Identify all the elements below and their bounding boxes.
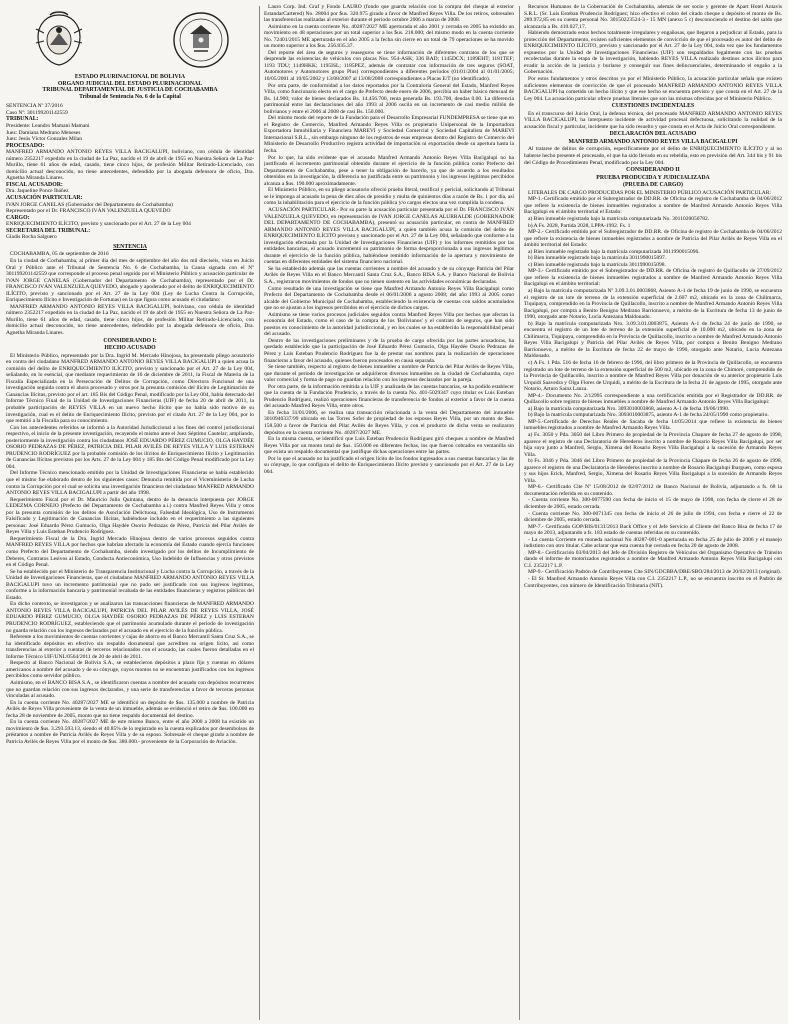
section-heading: DECLARACIÓN DEL ACUSADO (609, 131, 697, 138)
secretaria-text: Gladis Rocha Salguero (6, 234, 57, 241)
paragraph: El Ministerio Público, representado por la Dra. Ingrid M. Mercado Hinojosa, ha presentado pliego acusatorio en contra del ciudadano MANFRED ARMANDO ANTONIO REYES VILLA BACIGALUPI a quien acusa la comisión del delito de ENRIQUECIMIENTO ILÍCITO, previsto y sancionado por el Art. 27 de la Ley 004, señalando, en lo esencial, que mediante requerimiento de 16 de diciembre de 2011, la Fiscal de Materia de la Fiscalía Especializada en la Persecución de Delitos de Corrupción, como Directora Funcional de una investigación seguida contra el ahora procesado y otros por la presunta comisión del ilícito de Legitimación de Ganancias Ilícitas, previsto por el art. 185 Bis del Código Penal, modificado por la Ley 004, había detectado del Informe Técnico Final de la Unidad de Investigaciones Financieras (UIF) de fecha 20 de abril de 2011, la probable participación de REYES VILLA en un nuevo hecho ilícito que no había sido motivo de su investigación, cual es el delito de Enriquecimiento Ilícito, previsto por el citado Art. 27 de la Ley 004, por lo que remitió a la Fiscalía para su conocimiento. (6, 352, 254, 425)
section-heading: CONSIDERANDO II (626, 167, 680, 174)
paragraph: a) Bajo la matrícula computarizada Nro. 3093010003868, asiento A-1 de fecha 19/06/1990. (528, 405, 730, 412)
paragraph: MP-9.- Certificación Padrón de Contribuyentes Cite SIN/GDCBBA/DRE/SBO/284/2013 de 20/02/2013 (original). (528, 569, 782, 576)
paragraph: Asimismo, en el BANCO BISA S.A., se identificaron cuentas a nombre del acusado con depósitos recurrentes que no guardan relación con sus ingresos declarados, y una serie de transferencias a favor de terceras personas vinculadas al acusado. (6, 679, 254, 700)
paragraph: b) Bien inmueble registrado bajo la matrícula 3011990015097. (528, 255, 667, 262)
body-text (524, 146, 782, 166)
body-text (264, 4, 514, 475)
paragraph: - El Sr. Manfred Armando Antonio Reyes Villa con C.I. 2352217 L.P., no se encuentra inscrito en el Padrón de Contribuyentes, con número de Identificación Tributaria (NIT). (524, 576, 782, 589)
paragraph: Recursos Humanos de la Gobernación de Cochabamba, además de ser socio y gerente de Apart Hotel Antavis S.R.L. (Sr. Luis Esteban Prudencio Rodríguez; hizo efectivo el cobro del citado cheque o depósito el monto de Bs. 289.972,85 en su cuenta personal No. 30150223524-3 - 15 MN (anexo 5 c) desconociendo el destino del saldo que alcanzaría a Bs. 410.027,17. (524, 4, 782, 30)
paragraph: a) Bajo la matrícula computarizada Nº 3.09.3.01.0003868, Asiento A-1 de fecha 19 de junio de 1990, se encuentra el registro de un lote de terreno de la extensión superficial de 2.607 m2, ubicado en la zona de Chilimarca, Tiquipaya, comprendido en la Provincia de Quillacollo, inscrito a nombre de Manfred Armando Antonio Reyes Villa Bacigalupi, por compra a Benito Benigno Medrano Barrionuevo, a mérito de la Escritura de fecha 13 de junio de 1990, otorgado ante Notario, Lucia Antezana Maldonado. (524, 287, 782, 321)
sentencia-number: SENTENCIA Nº 37/2016 (6, 103, 63, 110)
accused-name-heading: MANFRED ARMANDO ANTONIO REYES VILLA BACIGALUPI (568, 138, 738, 145)
paragraph: - Cuenta corriente No. 300-0071345 con fecha de inicio el 26 de julio de 1994, con fecha e cierre el 22 de diciembre de 2005, estado cerrada. (524, 510, 782, 524)
seal-row (6, 4, 254, 74)
body-text (6, 251, 254, 336)
paragraph: Habiendo demostrado estos hechos totalmente irregulares y engañosas, que llegaron a perjudicar al Estado, para la protección del Departamento, existen suficientes elementos de convicción de que el procesado es autor del delito de ENRIQUECIMIENTO ILÍCITO, previsto y sancionado por el Art. 27 de la Ley 004, toda vez que los fundamentos expuestos por la Unidad de Investigaciones Financieras (UIF) son respaldados legalmente con las pruebas recolectadas durante la etapa de la investigación, habiendo REYES VILLA realizado destinos actos ilícitos para evadir la acción de la justicia y burlarse y conseguir sus fines delincuenciales, determinando el engaño a la Gobernación. (524, 30, 782, 76)
case-details (6, 103, 254, 240)
paragraph: Requerimiento Fiscal de la Dra. Ingrid Mercado Hinojosa dentro de varios procesos seguidos contra MANFRED REYES VILLA por hechos que habrían afectado la economía del Estado cuando ejercía funciones como Prefecto del Departamento de Cochabamba, siendo investigado por los delitos de Incumplimiento de Deberes, Contratos Lesivos al Estado, Conducta Antieconómica, Uso Indebido de Influencias y otros previstos en el Código Penal. (6, 535, 254, 569)
column-2 (264, 4, 514, 1020)
paragraph: a) Bien inmueble registrado bajo la matrícula computarizada No. 3011020050782. (528, 215, 710, 222)
paragraph: b) A Fs. 2028, Partida 2028, LPPA-1992. Fs. 1 (528, 222, 631, 229)
section-subheading: PRUEBA PRODUCIDA Y JUDICIALIZADA (596, 174, 710, 181)
column-divider (519, 6, 520, 1020)
paragraph: b) Bajo la matrícula computarizada Nro. 3.09.3.01.0003875, Asiento A-1 de fecha 24 de junio de 1990, se encuentra el registro de un lote de terreno de la extensión superficial de 10.000 m2, ubicado en la zona de Chilimarca, Tiquipaya, comprendido en la Provincia de Quillacollo, inscrito a nombre de Manfred Armando Antonio Reyes Villa Bacigalupi y Patricia del Pilar Avilés de Reyes Villa, por compra a Benito Benigno Medrano Barrionuevo, a mérito de la Escritura de fecha 22 de mayo de 1990, otorgado ante Notario, Lucia Antezana Maldonado. (524, 320, 782, 360)
paragraph: b) Fs. 3046 y Pda. 3046 del Libro Primero de propiedad de la Provincia Chapare de fecha 26 de agosto de 1998, aparece el registro de una Declaratoria de Herederos inscrito a nombre de Rosario Bacigalupi Ibarguen, como esposa y sus hijos Erick, Manfred, Sergio, Ximena del Rosario Reyes Villa Bacigalupi a la sucesión de Armando Reyes Villa. (524, 458, 782, 484)
cargo-label: CARGO: (6, 214, 30, 221)
procesado-text: MANFRED ARMANDO ANTONIO REYES VILLA BACIGALUPI, boliviano, con cédula de identidad número 2352217 expedido en la ciudad de La Paz, nacido el 19 de abril de 1955 en Nuestra Señora de La Paz-Murillo, tiene 61 años de edad, casado, tiene cinco hijos, de profesión Militar Retirado-Licenciado, con domicilio actual desconocido, no tiene antecedentes, defendido por la abogada defensora de oficio, Dra. Agnetha Miranda Linares. (6, 149, 254, 182)
paragraph: En fecha 31/01/2006, se realiza una transacción relacionada a la venta del Departamento del inmueble 3010940337/99 ubicado en las Torres Sofer de propiedad de los esposos Reyes Villa, por un monto de $us. 158.500 a favor de Patricia del Pilar Avilés de Reyes Villa, y con el producto de dicha venta se realizaron depósitos en la cuenta corriente No. 40287/2027 ME. (264, 409, 514, 436)
paragraph: En la ciudad de Cochabamba, al primer día del mes de septiembre del año dos mil dieciséis, vista en Juicio Oral y Público ante el Tribunal de Sentencia No. 6 de Cochabamba, la Causa signada con el Nº 301199201142559 que corresponde al proceso penal seguido por el Ministerio Público y acusación particular de IVAN JORGE CANELAS (Gobernador del Departamento de Cochabamba), representado por el Dr. FRANCISCO IVÁN VALENZUELA QUEVEDO, abogado y apoderado por el delito de ENRIQUECIMIENTO ILÍCITO, previsto y sancionado por el Art. 27 de la Ley 004 (Ley de Lucha Contra la Corrupción, Enriquecimiento Ilícito e Investigación de Fortunas) en la que figura como acusado el ciudadano: (6, 257, 254, 304)
section-subheading: (PRUEBA DE CARGO) (623, 182, 683, 189)
tribunal-member: Juez: Jesús Víctor Gonzales Milan (6, 136, 82, 143)
header-line: ESTADO PLURINACIONAL DE BOLIVIA (74, 74, 186, 80)
secretaria-label: SECRETARIA DEL TRIBUNAL: (6, 227, 91, 234)
paragraph: b) Bajo la matrícula computarizada Nro. 3093010003875, asiento A-1 de fecha 24/05/1990 como propietario. (528, 412, 769, 419)
paragraph: MP-8.- Certificación 03/04/2013 del Jefe de División Registro de Vehículos del Organismo Operativo de Tránsito dando el informe de motorizados registrados a nombre de Manfred Armando Antonio Reyes Villa Bacigalupi con C.I. 2352217 L.P. (524, 549, 782, 569)
case-number: Caso Nº: 301199201142559 (6, 109, 68, 116)
paragraph: a) Bien inmueble registrado bajo la matrícula computarizada 3011990015096. (528, 248, 700, 255)
paragraph: En la cuenta corriente No. 40287/2027 ME de este mismo Banco, entre el año 2000 a 2008 ha existido un movimiento de $us. 3.293.593.13, siendo el 40.85% de lo registrado en la cuenta explicados por desembolsos de préstamos a nombre de Patricia Avilés de Reyes Villa y de su esposo. Sobresale el cheque girado a nombre de Patricia Avilés de Reyes Villa por el monto de $us. 380.000.- proveniente de la Corporación de Aviación. (6, 719, 254, 745)
paragraph: c) Bien inmueble registrado bajo la matrícula 3011990015098. (528, 261, 666, 268)
paragraph: En dicho contexto, se investigaron y se analizaron las transacciones financieras de MANFRED ARMANDO ANTONIO REYES VILLA BACIGALUPI, PATRICIA DEL PILAR AVILÉS DE REYES VILLA, JOSÉ EDUARDO PÉREZ GUMUCIO, OLGA HAYDÉE OSORIO PEDRAZAS DE PÉREZ y LUIS ESTEBAN PRUDENCIO RODRÍGUEZ, estableciendo que el patrimonio acumulado durante el período de investigación no guarda relación con los ingresos declarados por el acusado en el ejercicio de la función pública. (6, 601, 254, 634)
fiscal-label: FISCAL ACUSADOR: (6, 181, 63, 188)
judicial-seal-icon (170, 9, 232, 71)
paragraph: COCHABAMBA, 05 de septiembre de 2016 (10, 251, 109, 258)
paragraph: Del mismo modo del reporte de la Fundación para el Desarrollo Empresarial FUNDEMPRESA se tiene que en el Registro de Comercio, Manfred Armando Reyes Villa es propietario Unipersonal de la Importadora Exportadora Inmobiliaria y Financiera MAREVI y Sociedad Comercial y Sociedad Capitalista de MAREVI Internacional S.R.L., sin embargo ninguno de los registros de esas empresas dentro del Registro de Comercio del Ministerio de Desarrollo Productivo registra actividad de importación ni exportación desde su apertura hasta la fecha. (264, 115, 514, 155)
paragraph: En el transcurso del Juicio Oral, la defensa técnica, del procesado MANFRED ARMANDO ANTONIO REYES VILLA BACIGALUPI, ha interpuesto incidente de actividad procesal defectuosa, solicitando la nulidad de la acusación fiscal y particular, incidente que ha sido resuelto y que consta en el Acta de Juicio Oral correspondiente. (524, 110, 782, 130)
paragraph: - Cuenta corriente No. 300-0077590 con fecha de inicio el 15 de mayo de 1998, con fecha de cierre el 28 de diciembre de 2005, estado cerrada. (524, 497, 782, 511)
body-text (524, 4, 782, 102)
paragraph: Lauro Corp. Ind. Graf y Fondo LAURO (fondo que guarda relación con la compra del cheque al exterior EstandarCartered) No. 28004 por $us. 320.975 girado a favor de Manfred Reyes Villa. De los retiros, sobresalen las transferencias realizadas al exterior durante el periodo octubre 2006 a marzo de 2008. (264, 4, 514, 24)
paragraph: Dentro de las investigaciones preliminares y de la prueba de cargo ofrecida por las partes acusadoras, ha quedado establecido que la participación de José Eduardo Pérez Gumucio, Olga Haydée Osorio Pedrazas de Pérez y Luis Esteban Prudencio Rodríguez fue la de prestar sus nombres para la realización de operaciones financieras a favor del acusado, quienes fueron procesados en causa separada. (264, 337, 514, 364)
header-line: Tribunal de Sentencia No. 6 de la Capital (79, 93, 181, 100)
paragraph: Requerimiento Fiscal por el Dr. Mauricio Julio Quintana, dentro de la denuncia interpuesta por JORGE LEDEZMA CORNEJO (Prefecto del Departamento de Cochabamba a.i.) contra Manfred Reyes Villa y otros por la presunta comisión de los delitos de Asociación Delictuosa, Falsedad Ideológica, Uso de Instrumento Falsificado y Legitimación de Ganancias Ilícitas, habiéndose incluido en el requerimiento a las siguientes personas: José Eduardo Pérez Gumucio, Olga Haydée Osorio Pedrazas de Pérez, Patricia del Pilar Avilés de Reyes Villa y Luis Esteban Prudencio Rodríguez. (6, 496, 254, 536)
paragraph: Por lo que el acusado no ha justificado el origen lícito de los fondos ingresados a sus cuentas bancarias y las de su cónyuge, lo que configura el delito de Enriquecimiento Ilícito previsto y sancionado por el Art. 27 de la Ley 004. (264, 455, 514, 475)
body-text (524, 111, 782, 131)
header-line: TRIBUNAL DEPARTAMENTAL DE JUSTICIA DE COCHABAMBA (42, 87, 218, 94)
paragraph: Del reporte del área de seguros y reaseguros se tiene información de diferentes contratos de los que se desprende las existencias de vehículos con placas Nos. 954-ASK; 336 BAD; 1145DCX; 1189EHT; 1181TEF; 1193 TDU; 1149HKK; 1195ISL; 1185PEZ, además de contratar con información de tres seguros (SOAT, Automotores y Automotores grupo Plus) correspondientes a diferentes períodos (01/01/2004 al 01/01/2005; 10/05/2001 al 10/05/2002 y 13/08/2007 al 13/08/2008 correspondientes a Placas E/T (no identificado). (264, 49, 514, 83)
tribunal-label: TRIBUNAL: (6, 116, 39, 123)
paragraph: En la cuenta corriente No. 40287/2027 ME se identificó un depósito de $us. 135.000 a nombre de Patricia Avilés de Reyes Villa proveniente de la venta de un inmueble, además se evidenció el retiro de $us. 100.000 en fecha 28 de noviembre de 2005, monto que no tiene respaldo documental del destino. (6, 699, 254, 719)
paragraph: Se ha establecido por el Ministerio de Transparencia Institucional y Lucha contra la Corrupción, a través de la Unidad de Investigaciones Financieras, que el ciudadano MANFRED ARMANDO ANTONIO REYES VILLA BACIGALUPI tuvo un incremento patrimonial que no pudo ser justificado con sus ingresos legítimos, conforme a la información bancaria y patrimonial recabada de las entidades financieras y registros públicos del Estado. (6, 568, 254, 601)
cargo-text: ENRIQUECIMIENTO ILÍCITO, previsto y sancionado por el Art. 27 de la Ley 004 (6, 221, 191, 228)
paragraph: MP-3.- Certificado emitido por el Subregistrador de DD.RR. de Oficina de registro de Quillacollo de 27/09/2012 que refiere la existencia de bienes inmuebles registrados a nombre de Manfred Armando Antonio Reyes Villa Bacigalupi en el ámbito territorial: (524, 268, 782, 288)
paragraph: Se ha establecido además que las cuentas corrientes a nombre del acusado y de su cónyuge Patricia del Pilar Avilés de Reyes Villa en el Banco Mercantil Santa Cruz S.A., Banco BISA S.A. y Banco Nacional de Bolivia S.A., registraron movimientos de fondos que no tienen sustento en las actividades económicas declaradas. (264, 265, 514, 285)
column-divider (259, 6, 260, 1020)
header-line: ORGANO JUDICIAL DEL ESTADO PLURINACIONAL (57, 80, 203, 87)
column-3 (524, 4, 782, 1020)
paragraph: c) A Fs. 1 Pda. 516 de fecha 16 de febrero de 1996, del libro primero de la Provincia de Quillacollo, se encuentra registrado un lote de terreno de la extensión superficial de 500 m2, ubicado en la zona de Chimoré, comprendido de la Provincia de Quillacollo, inscrito a nombre de Manfred Reyes Villa por donación de su anterior propietario Luis Urquidi Saavedra y Olga Flores de Urquidi, a mérito de la Escritura de la fecha 21 de agosto de 1995, otorgado ante Notario, Arturo Sainz Lanza. (524, 359, 782, 393)
acusacion-text: IVAN JORGE CANELAS (Gobernador del Departamento de Cochabamba) (6, 201, 173, 208)
body-text (524, 190, 782, 589)
paragraph: Por otra parte, de la información remitida a la UIF y analizada de las cuentas bancarias, se ha podido establecer que la cuenta de la Fundación Prudencio, a través de la cuenta No. 401-5029347 cuyo titular es Luis Esteban Prudencio Rodríguez, realizó operaciones financieras de transferencia de fondos al exterior a favor de la cuenta del acusado Manfred Reyes Villa, entre otros. (264, 383, 514, 410)
paragraph: Por estos fundamentos y otros descritos ya por el Ministerio Público, la acusación particular señala que existen suficientes elementos de convicción de que el procesado MANFRED ARMANDO ANTONIO REYES VILLA BACIGALUPI ha cometido un hecho ilícito y que ese hecho se encuentra previsto y que consta en el Art. 27 de la Ley 004. La acusación particular ofrece pruebas literales que son las mismas ofrecidas por el Ministerio Público. (524, 76, 782, 102)
paragraph: MP-7.- Certificado GOP/BIS/0131/2013 Back Office y el Jefe Servicio al Cliente del Banco Bisa de fecha 17 de mayo de 2013, adjuntando a fs. 183 estado de cuentas referidas en su contenido. (524, 523, 782, 537)
paragraph: a) Fs. 3050 y Pda. 3050 del Libro Primero de propiedad de la Provincia Chapare de fecha 27 de agosto de 1998, aparece el registro de una Declaratoria de Herederos inscrito a nombre de Rosario Reyes Villa Bacigalupi, por ser hija suya junto a Manfred, Sergio, Ximena del Rosario Reyes Villa Bacigalupi a la sucesión de Armando Reyes Villa. (524, 432, 782, 458)
procesado-label: PROCESADO: (6, 142, 45, 149)
paragraph: Respecto al Banco Nacional de Bolivia S.A., se establecieron depósitos a plazo fijo y cuentas en dólares americanos a nombre del acusado y de su cónyuge, cuyos montos no se encuentran justificados con los ingresos percibidos como servidor público. (6, 660, 254, 680)
paragraph: MP-6.- Certificado Cite Nº 15/08/2012 de 02/07/2012 de Banco Nacional de Bolivia, adjuntando a fs. 68 la documentación referida en su contenido. (524, 484, 782, 497)
section-heading: CONSIDERANDO I: (103, 337, 157, 344)
paragraph: MP-4.- Documento No. 2/12995 correspondiente a una certificación emitida por el Registrador de DD.RR. de Quillacollo sobre registro de bienes inmuebles a nombre de Manfred Armando Antonio Reyes Villa Bacigalupi: (524, 392, 782, 406)
fiscal-text: Dra. Jaqueline Ponce Ibáñez (6, 188, 69, 195)
paragraph: Al tratarse de delitos de corrupción, específicamente por el delito de ENRIQUECIMIENTO ILÍCITO y al no haberse hecho presente el procesado, el que ha sido llevado en su rebeldía, esto en previsión del Art. 344 bis y 91 bis del Código de Procedimiento Penal, modificado por la Ley 004. (524, 146, 782, 166)
paragraph: En la misma cuenta, se identificó que Luis Esteban Prudencio Rodríguez giró cheques a nombre de Manfred Reyes Villa por un monto total de $us. 150.000 en diferentes fechas, los que fueron cobrados en ventanilla sin que exista un respaldo documental que justifique dichas operaciones entre las partes. (264, 436, 514, 456)
bolivia-coat-of-arms-icon (28, 9, 90, 71)
paragraph: Se tiene también, respecto al registro de bienes inmuebles a nombre de Patricia del Pilar Avilés de Reyes Villa, que durante el periodo de investigación se adquirieron diversos inmuebles en la ciudad de Cochabamba, cuyo valor comercial y forma de pago no guardan relación con los ingresos declarados por la pareja. (264, 364, 514, 384)
paragraph: Del Informe Técnico mencionado emitido por la Unidad de Investigaciones Financieras se había establecido que el mismo fue elaborado dentro de los siguientes casos: Denuncia remitida por el Viceministerio de Lucha contra la Corrupción por el cual se solicita una investigación financiera del ciudadano MANFRED ARMANDO ANTONIO REYES VILLA BACIGALUPI a partir del año 1998. (6, 470, 254, 497)
paragraph: MANFRED ARMANDO ANTONIO REYES VILLA BACIGALUPI, boliviano, con cédula de identidad número 2352217 expedido en la ciudad de La Paz, nacido el 19 de abril de 1955 en Nuestra Señora de La Paz-Murillo, tiene 61 años de edad, casado, tiene cinco hijos, de profesión Militar Retirado-Licenciado, con domicilio actual desconocido, no tiene antecedentes, defendido por la abogada defensora de oficio, Dra. Agnetha Miranda Linares. (6, 303, 254, 336)
paragraph: Por otra parte, de conformidad a los datos reportados por la Contraloría General del Estado, Manfred Reyes Villa, como funcionario electo en el cargo de Prefecto desde enero de 2006, percibía un haber básico mensual de Bs. 14.900; valor de bienes declarados Bs. 14.456.700, renta generada Bs. 193.700, deudas 0.00. La diferencia patrimonial entre las declaraciones del año 1993 al 2006 oscila en un incremento de casi medio millón de bolivianos y entre el 2006 al 2008 de casi Bs. 150.000. (264, 82, 514, 115)
paragraph: Asimismo se tiene varios procesos judiciales seguidos contra Manfred Reyes Villa por hechos que afectan la economía del Estado, como el caso de la compra de los 'Bolivianos' y el contrato de seguros, que han sido puestos en conocimiento de la autoridad jurisdiccional, y en los cuales se ha establecido la responsabilidad penal del acusado. (264, 311, 514, 338)
paragraph: - La cuenta Corriente en moneda nacional No 40287-001-0 aperturada en fecha 25 de julio de 2006 y el manejo indistinto con otro titular. Cabe aclarar que esta cuenta fue cerrada en fecha 20 de agosto de 2008. (524, 536, 782, 550)
section-subheading: HECHO ACUSADO (104, 345, 156, 352)
paragraph: MP-2.- Certificado emitido por el Subregistrador de DD.RR. de Oficina de registro de Cochabamba de 04/06/2012 que refiere la existencia de bienes inmuebles registrados a nombre de Patricia del Pilar Avilés de Reyes Villa en el ámbito territorial del Estado: (524, 229, 782, 249)
acusacion-label: ACUSACIÓN PARTICULAR: (6, 195, 83, 202)
paragraph: LITERALES DE CARGO PRODUCIDAS POR EL MINISTERIO PÚBLICO ACUSACIÓN PARTICULAR: (528, 189, 771, 196)
paragraph: MP-5.-Certificado de Derechos Reales de Sacaba de fecha 14/05/2014 que refiere la existencia de bienes inmuebles registrados a nombre de Manfred Armando Reyes Villa. (524, 418, 782, 432)
tribunal-member: Juez: Damiana Medrano Meneses (6, 129, 81, 136)
paragraph: Referente a los movimientos de cuentas corrientes y cajas de ahorro en el Banco Mercantil Santa Cruz S.A., se ha identificado depósitos en efectivo sin respaldo documental que acrediten su origen lícito, así como transferencias al exterior a cuentas de terceros relacionados con el acusado, las cuales fueron detalladas en el Informe Técnico UIF/UNL/0564/2011 de 20 de abril de 2011. (6, 634, 254, 660)
paragraph: MP-1.-Certificado emitido por el Subregistrador de DD.RR. de Oficina de registro de Cochabamba de 04/06/2012 que refiere la existencia de bienes inmuebles registrados a nombre de Manfred Armando Antonio Reyes Villa Bacigalupi en el ámbito territorial el Estado: (524, 196, 782, 216)
tribunal-member: Presidente: Leandro Mamani Mamani (6, 123, 90, 130)
acusacion-text: Representado por el Dr. FRANCISCO IVÁN VALENZUELA QUEVEDO (6, 208, 171, 215)
body-text (6, 353, 254, 746)
paragraph: ACUSACIÓN PARTICULAR.- Por su parte la acusación particular presentada por el Dr. FRANCISCO IVÁN VALENZUELA QUEVEDO, en representación de IVAN JORGE CANELAS ALURRALDE (GOBERNADOR DEL DEPARTAMENTO DE COCHABAMBA), presentó su acusación particular, en contra de MANFRED ARMANDO ANTONIO REYES VILLA BACIGALUPI, a quien también acusa la comisión del delito de ENRIQUECIMIENTO ILÍCITO previsto y sancionado por el Art. 27 de la Ley 004, señalando que conforme a la investigación efectuada por la Unidad de Investigaciones Financieras (UIF) y los informes remitidos por las entidades bancarias, el acusado incrementó su patrimonio de forma desproporcionada a sus ingresos legítimos durante el ejercicio de la función pública, habiéndose remitido información de la apertura y movimiento de cuentas en diferentes entidades del sistema financiero nacional. (264, 206, 514, 266)
paragraph: Con los antecedentes referidos se informó a la Autoridad Jurisdiccional a los fines del control jurisdiccional respectivo, el inicio de la presente investigación, recayendo el mismo ante el Juez Séptimo Cautelar; ampliando, posteriormente la investigación contra los ciudadanos JOSÉ EDUARDO PÉREZ GUMUCIO, OLGA HAYDÉE OSORIO PEDRAZAS DE PÉREZ, PATRICIA DEL PILAR AVILÉS DE REYES VILLA Y LUIS ESTEBAN PRUDENCIO RODRÍGUEZ por la probable comisión de los ilícitos de Enriquecimiento Ilícito y Legitimación de Ganancias Ilícitas previstos por los Arts. 27 de la Ley 004 y 185 Bis del Código Penal modificado por la Ley 004. (6, 424, 254, 470)
document-header (6, 74, 254, 100)
paragraph: El Ministerio Público, en su pliego acusatorio ofreció prueba literal, testifical y pericial, solicitando al Tribunal se le imponga al acusado la pena de diez años de presidio y multa de quinientos días a razón de Bs. 1 por día, así como la inhabilitación para el ejercicio de la función pública y/o cargos electos una vez cumplida la condena. (264, 187, 514, 207)
paragraph: Como resultado de una investigación se tiene que Manfred Armando Antonio Reyes Villa Bacigalupi como Prefecto del Departamento de Cochabamba desde el 06/01/2006 a agosto 2008; del año 1993 al 2005 como alcalde del Gobierno Municipal de Cochabamba, estableciendo la existencia de cuentas con saldos acumulados que no se ajustan a los ingresos percibidos en el ejercicio de dichos cargos. (264, 285, 514, 312)
section-heading: CUESTIONES INCIDENTALES (611, 103, 695, 110)
paragraph: Por lo que, ha sido evidente que el acusado Manfred Armando Antonio Reyes Villa Bacigalupi no ha justificado el incremento patrimonial obtenido durante el ejercicio de la función pública como Prefecto del Departamento de Cochabamba, pese a tener la obligación de hacerlo, ya que de acuerdo a los resultados obtenidos en la investigación, la diferencia no justificada entre su patrimonio y los ingresos legítimos percibidos alcanza a $us. 190.000 aproximadamente. (264, 154, 514, 187)
column-1 (6, 4, 254, 1020)
paragraph: Asimismo en la cuenta corriente No. 40287/2027 ME aperturada el año 2001 y cerrada en 2005 ha existido un movimiento en 48 operaciones por un total superior a los $us. 218.000; del mismo modo en la cuenta corriente No. 72401/2015 ME aperturada en el año 2005 a la fecha sin cierre en un total de 79 operaciones se ha movido un monto superior a los $us. 256.835.37. (264, 23, 514, 50)
section-heading: SENTENCIA (113, 243, 147, 250)
